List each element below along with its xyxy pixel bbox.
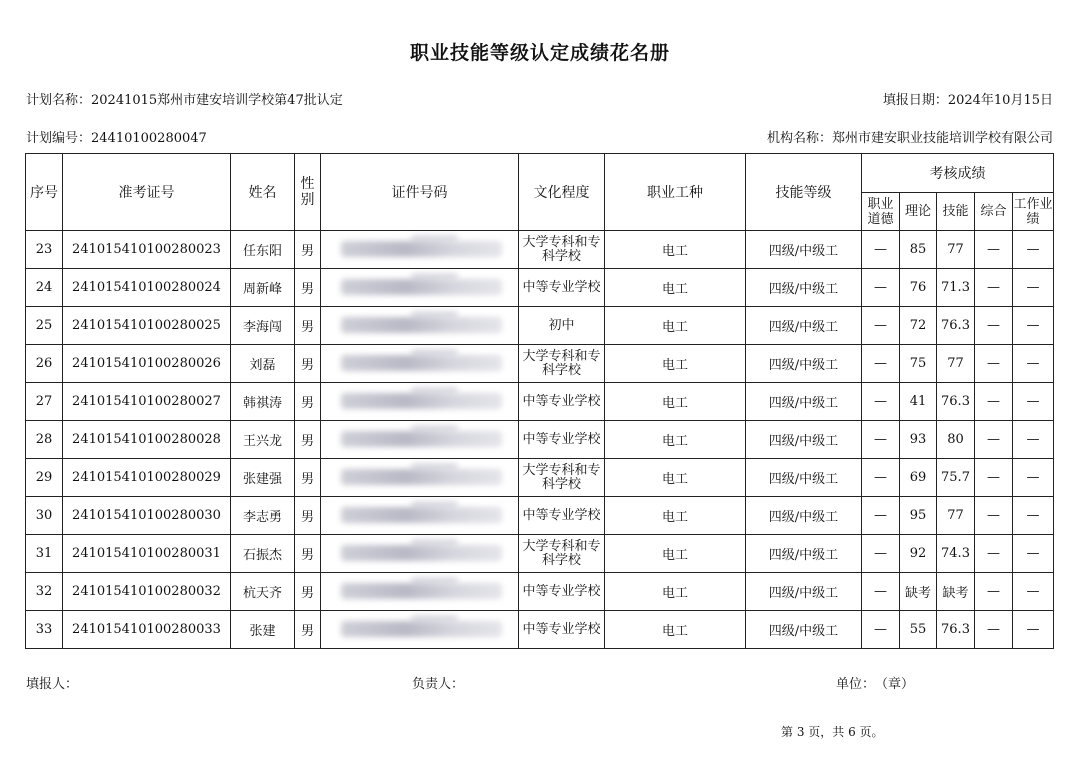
cell-gender: 男 <box>295 535 321 573</box>
cell-skill: 缺考 <box>937 573 975 611</box>
cell-comprehensive: — <box>975 535 1013 573</box>
header-theory: 理论 <box>900 193 937 231</box>
cell-seq: 26 <box>26 345 63 383</box>
cell-theory: 缺考 <box>900 573 937 611</box>
cell-seq: 23 <box>26 231 63 269</box>
cell-occupation: 电工 <box>605 383 746 421</box>
redaction-blur <box>341 317 502 333</box>
cell-skill-level: 四级/中级工 <box>746 535 862 573</box>
cell-exam-no: 241015410100280027 <box>63 383 231 421</box>
cell-name: 石振杰 <box>231 535 295 573</box>
table-body <box>26 231 1054 649</box>
cell-gender: 男 <box>295 307 321 345</box>
cell-seq: 32 <box>26 573 63 611</box>
cell-skill-level: 四级/中级工 <box>746 459 862 497</box>
cell-id-no-redacted <box>321 497 519 535</box>
cell-exam-no: 241015410100280030 <box>63 497 231 535</box>
score-roster-table <box>25 153 1054 649</box>
cell-occupation: 电工 <box>605 535 746 573</box>
header-exam-no: 准考证号 <box>63 154 231 231</box>
cell-name: 王兴龙 <box>231 421 295 459</box>
cell-ethics: — <box>862 573 900 611</box>
table-row <box>26 421 1054 459</box>
cell-seq: 29 <box>26 459 63 497</box>
cell-skill-level: 四级/中级工 <box>746 573 862 611</box>
cell-skill: 71.3 <box>937 269 975 307</box>
cell-skill-level: 四级/中级工 <box>746 269 862 307</box>
cell-theory: 41 <box>900 383 937 421</box>
redaction-blur <box>341 621 502 637</box>
table-row <box>26 345 1054 383</box>
cell-theory: 72 <box>900 307 937 345</box>
cell-occupation: 电工 <box>605 421 746 459</box>
header-id-no: 证件号码 <box>321 154 519 231</box>
cell-skill: 76.3 <box>937 383 975 421</box>
cell-ethics: — <box>862 421 900 459</box>
cell-skill-level: 四级/中级工 <box>746 307 862 345</box>
cell-performance: — <box>1013 231 1054 269</box>
cell-performance: — <box>1013 497 1054 535</box>
table-row <box>26 383 1054 421</box>
cell-education: 初中 <box>519 307 605 345</box>
cell-ethics: — <box>862 231 900 269</box>
header-skill-level: 技能等级 <box>746 154 862 231</box>
cell-skill: 77 <box>937 231 975 269</box>
header-gender: 性别 <box>295 154 321 231</box>
cell-skill-level: 四级/中级工 <box>746 421 862 459</box>
header-occupation: 职业工种 <box>605 154 746 231</box>
cell-theory: 69 <box>900 459 937 497</box>
cell-gender: 男 <box>295 497 321 535</box>
redaction-blur <box>341 469 502 485</box>
cell-skill-level: 四级/中级工 <box>746 611 862 649</box>
cell-comprehensive: — <box>975 611 1013 649</box>
cell-theory: 93 <box>900 421 937 459</box>
cell-name: 李海闯 <box>231 307 295 345</box>
cell-exam-no: 241015410100280025 <box>63 307 231 345</box>
cell-skill-level: 四级/中级工 <box>746 345 862 383</box>
page-number: 第 3 页，共 6 页。 <box>781 725 884 739</box>
cell-gender: 男 <box>295 231 321 269</box>
cell-gender: 男 <box>295 269 321 307</box>
table-row <box>26 231 1054 269</box>
cell-name: 刘磊 <box>231 345 295 383</box>
cell-id-no-redacted <box>321 383 519 421</box>
redaction-blur <box>341 545 502 561</box>
table-row <box>26 535 1054 573</box>
cell-education: 中等专业学校 <box>519 497 605 535</box>
table-row <box>26 269 1054 307</box>
cell-comprehensive: — <box>975 573 1013 611</box>
cell-skill: 77 <box>937 345 975 383</box>
cell-id-no-redacted <box>321 535 519 573</box>
cell-seq: 31 <box>26 535 63 573</box>
cell-education: 中等专业学校 <box>519 611 605 649</box>
cell-id-no-redacted <box>321 611 519 649</box>
cell-name: 韩祺涛 <box>231 383 295 421</box>
cell-gender: 男 <box>295 459 321 497</box>
cell-exam-no: 241015410100280032 <box>63 573 231 611</box>
cell-theory: 85 <box>900 231 937 269</box>
redaction-blur <box>341 241 502 257</box>
cell-id-no-redacted <box>321 345 519 383</box>
table-row <box>26 307 1054 345</box>
header-performance: 工作业绩 <box>1013 193 1054 231</box>
cell-comprehensive: — <box>975 497 1013 535</box>
table-row <box>26 573 1054 611</box>
cell-comprehensive: — <box>975 231 1013 269</box>
header-education: 文化程度 <box>519 154 605 231</box>
cell-gender: 男 <box>295 611 321 649</box>
cell-performance: — <box>1013 535 1054 573</box>
cell-ethics: — <box>862 345 900 383</box>
plan-name: 计划名称：20241015郑州市建安培训学校第47批认定 <box>26 93 343 108</box>
cell-comprehensive: — <box>975 459 1013 497</box>
cell-education: 大学专科和专科学校 <box>519 535 605 573</box>
cell-skill-level: 四级/中级工 <box>746 383 862 421</box>
cell-performance: — <box>1013 307 1054 345</box>
cell-skill-level: 四级/中级工 <box>746 231 862 269</box>
cell-gender: 男 <box>295 345 321 383</box>
cell-occupation: 电工 <box>605 345 746 383</box>
cell-id-no-redacted <box>321 269 519 307</box>
cell-name: 张建 <box>231 611 295 649</box>
cell-theory: 76 <box>900 269 937 307</box>
cell-ethics: — <box>862 459 900 497</box>
plan-number: 计划编号：24410100280047 <box>26 131 207 146</box>
cell-education: 中等专业学校 <box>519 573 605 611</box>
cell-performance: — <box>1013 421 1054 459</box>
redaction-blur <box>341 355 502 371</box>
cell-education: 中等专业学校 <box>519 269 605 307</box>
cell-education: 中等专业学校 <box>519 421 605 459</box>
cell-skill: 74.3 <box>937 535 975 573</box>
cell-seq: 27 <box>26 383 63 421</box>
header-skill: 技能 <box>937 193 975 231</box>
cell-ethics: — <box>862 497 900 535</box>
header-scores-group: 考核成绩 <box>862 154 1054 193</box>
cell-education: 大学专科和专科学校 <box>519 231 605 269</box>
cell-comprehensive: — <box>975 345 1013 383</box>
cell-theory: 95 <box>900 497 937 535</box>
cell-exam-no: 241015410100280031 <box>63 535 231 573</box>
cell-skill: 77 <box>937 497 975 535</box>
cell-performance: — <box>1013 573 1054 611</box>
cell-education: 大学专科和专科学校 <box>519 459 605 497</box>
cell-name: 周新峰 <box>231 269 295 307</box>
redaction-blur <box>341 393 502 409</box>
cell-exam-no: 241015410100280029 <box>63 459 231 497</box>
cell-name: 李志勇 <box>231 497 295 535</box>
redaction-blur <box>341 279 502 295</box>
cell-occupation: 电工 <box>605 573 746 611</box>
cell-education: 中等专业学校 <box>519 383 605 421</box>
cell-performance: — <box>1013 383 1054 421</box>
cell-theory: 55 <box>900 611 937 649</box>
cell-comprehensive: — <box>975 421 1013 459</box>
cell-id-no-redacted <box>321 231 519 269</box>
cell-ethics: — <box>862 269 900 307</box>
cell-exam-no: 241015410100280026 <box>63 345 231 383</box>
redaction-blur <box>341 431 502 447</box>
cell-name: 杭天齐 <box>231 573 295 611</box>
cell-occupation: 电工 <box>605 459 746 497</box>
cell-comprehensive: — <box>975 307 1013 345</box>
cell-occupation: 电工 <box>605 269 746 307</box>
cell-id-no-redacted <box>321 459 519 497</box>
header-ethics: 职业道德 <box>862 193 900 231</box>
cell-theory: 92 <box>900 535 937 573</box>
cell-ethics: — <box>862 535 900 573</box>
cell-seq: 24 <box>26 269 63 307</box>
redaction-blur <box>341 583 502 599</box>
cell-name: 张建强 <box>231 459 295 497</box>
cell-occupation: 电工 <box>605 231 746 269</box>
cell-seq: 25 <box>26 307 63 345</box>
cell-seq: 30 <box>26 497 63 535</box>
cell-gender: 男 <box>295 573 321 611</box>
cell-exam-no: 241015410100280023 <box>63 231 231 269</box>
cell-comprehensive: — <box>975 383 1013 421</box>
cell-performance: — <box>1013 611 1054 649</box>
cell-gender: 男 <box>295 383 321 421</box>
cell-theory: 75 <box>900 345 937 383</box>
filler-label: 填报人： <box>26 677 79 692</box>
table-row <box>26 497 1054 535</box>
cell-seq: 28 <box>26 421 63 459</box>
cell-comprehensive: — <box>975 269 1013 307</box>
header-name: 姓名 <box>231 154 295 231</box>
cell-id-no-redacted <box>321 421 519 459</box>
cell-id-no-redacted <box>321 573 519 611</box>
cell-skill: 76.3 <box>937 611 975 649</box>
cell-seq: 33 <box>26 611 63 649</box>
cell-name: 任东阳 <box>231 231 295 269</box>
organization-name: 机构名称：郑州市建安职业技能培训学校有限公司 <box>766 131 1053 146</box>
cell-exam-no: 241015410100280024 <box>63 269 231 307</box>
cell-performance: — <box>1013 459 1054 497</box>
cell-ethics: — <box>862 611 900 649</box>
cell-occupation: 电工 <box>605 307 746 345</box>
cell-ethics: — <box>862 383 900 421</box>
cell-performance: — <box>1013 345 1054 383</box>
redaction-blur <box>341 507 502 523</box>
cell-performance: — <box>1013 269 1054 307</box>
cell-skill-level: 四级/中级工 <box>746 497 862 535</box>
header-comprehensive: 综合 <box>975 193 1013 231</box>
cell-skill: 75.7 <box>937 459 975 497</box>
unit-stamp-label: 单位： （章） <box>836 677 915 692</box>
cell-occupation: 电工 <box>605 497 746 535</box>
table-row <box>26 611 1054 649</box>
cell-exam-no: 241015410100280028 <box>63 421 231 459</box>
table-row <box>26 459 1054 497</box>
cell-exam-no: 241015410100280033 <box>63 611 231 649</box>
header-seq: 序号 <box>26 154 63 231</box>
cell-gender: 男 <box>295 421 321 459</box>
leader-label: 负责人： <box>412 677 465 692</box>
cell-skill: 80 <box>937 421 975 459</box>
cell-education: 大学专科和专科学校 <box>519 345 605 383</box>
cell-occupation: 电工 <box>605 611 746 649</box>
fill-date: 填报日期：2024年10月15日 <box>882 93 1053 108</box>
page-title: 职业技能等级认定成绩花名册 <box>409 42 670 64</box>
cell-skill: 76.3 <box>937 307 975 345</box>
cell-id-no-redacted <box>321 307 519 345</box>
cell-ethics: — <box>862 307 900 345</box>
